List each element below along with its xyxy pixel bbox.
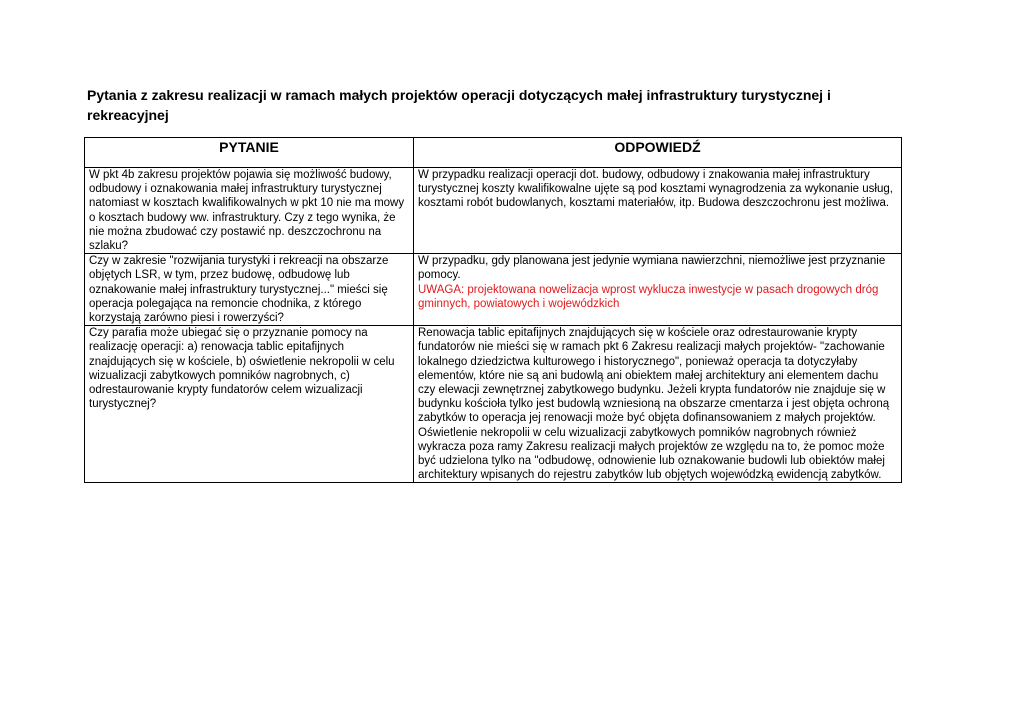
answer-text: W przypadku realizacji operacji dot. budowy, odbudowy i znakowania małej infrastruktury turystycznej koszty kwalifikowalne ujęte są pod kosztami wynagrodzenia za wykonanie usług, kosztami robót budowlanych, kosztami materiałów, itp. Budowa deszczochronu jest możliwa. <box>418 169 893 210</box>
question-text: W pkt 4b zakresu projektów pojawia się możliwość budowy, odbudowy i oznakowania małej infrastruktury turystycznej natomiast w kosztach kwalifikowalnych w pkt 10 nie ma mowy o kosztach budowy ww. infrastruktury. Czy z tego wynika, że nie można zbudować czy postawić np. deszczochronu na szlaku? <box>89 169 405 253</box>
question-cell <box>85 254 414 326</box>
table-header-row <box>85 138 902 168</box>
answer-column-header: ODPOWIEDŹ <box>414 138 902 168</box>
table-row <box>85 254 902 326</box>
question-text: Czy parafia może ubiegać się o przyznanie pomocy na realizację operacji: a) renowacja tablic epitafijnych znajdujących się w kościele, b) oświetlenie nekropolii w celu wizualizacji zabytkowych pomników nagrobnych, c) odrestaurowanie krypty fundatorów celem wizualizacji turystycznej? <box>89 327 395 411</box>
document-title: Pytania z zakresu realizacji w ramach małych projektów operacji dotyczących małej infrastruktury turystycznej i rekreacyjnej <box>87 87 831 123</box>
answer-text: W przypadku, gdy planowana jest jedynie wymiana nawierzchni, niemożliwe jest przyznanie pomocy. <box>418 255 886 282</box>
question-cell <box>85 326 414 483</box>
answer-text: Renowacja tablic epitafijnych znajdujących się w kościele oraz odrestaurowanie krypty fundatorów nie mieści się w ramach pkt 6 Zakresu realizacji małych projektów- "zachowanie lokalnego dziedzictwa kulturowego i historycznego", ponieważ operacja ta dotyczyłaby elementów, które nie są ani budowlą ani obiektem małej architektury ani elementem dachu czy elewacji zewnętrznej zabytkowego budynku. Jeżeli krypta fundatorów nie znajduje się w budynku kościoła tylko jest budowlą wzniesioną na obszarze cmentarza i jest objęta ochroną zabytków to operacja jej renowacji może być objęta dofinansowaniem z małych projektów. Oświetlenie nekropolii w celu wizualizacji zabytkowych pomników nagrobnych również wykracza poza ramy Zakresu realizacji małych projektów ze względu na to, że pomoc może być udzielona tylko na "odbudowę, odnowienie lub oznakowanie budowli lub obiektów małej architektury wpisanych do rejestru zabytków lub objętych wojewódzką ewidencją zabytków. <box>418 327 890 482</box>
answer-cell <box>414 168 902 254</box>
question-text: Czy w zakresie "rozwijania turystyki i rekreacji na obszarze objętych LSR, w tym, przez budowę, odbudowę lub oznakowanie małej infrastruktury turystycznej..." mieści się operacja polegająca na remoncie chodnika, z którego korzystają zarówno piesi i rowerzyści? <box>89 255 389 325</box>
warning-note: UWAGA: projektowana nowelizacja wprost wyklucza inwestycje w pasach drogowych dróg gminnych, powiatowych i wojewódzkich <box>418 283 879 310</box>
question-column-header: PYTANIE <box>85 138 414 168</box>
qa-table <box>84 137 902 483</box>
question-cell <box>85 168 414 254</box>
answer-cell <box>414 254 902 326</box>
table-row <box>85 326 902 483</box>
table-row <box>85 168 902 254</box>
answer-cell <box>414 326 902 483</box>
